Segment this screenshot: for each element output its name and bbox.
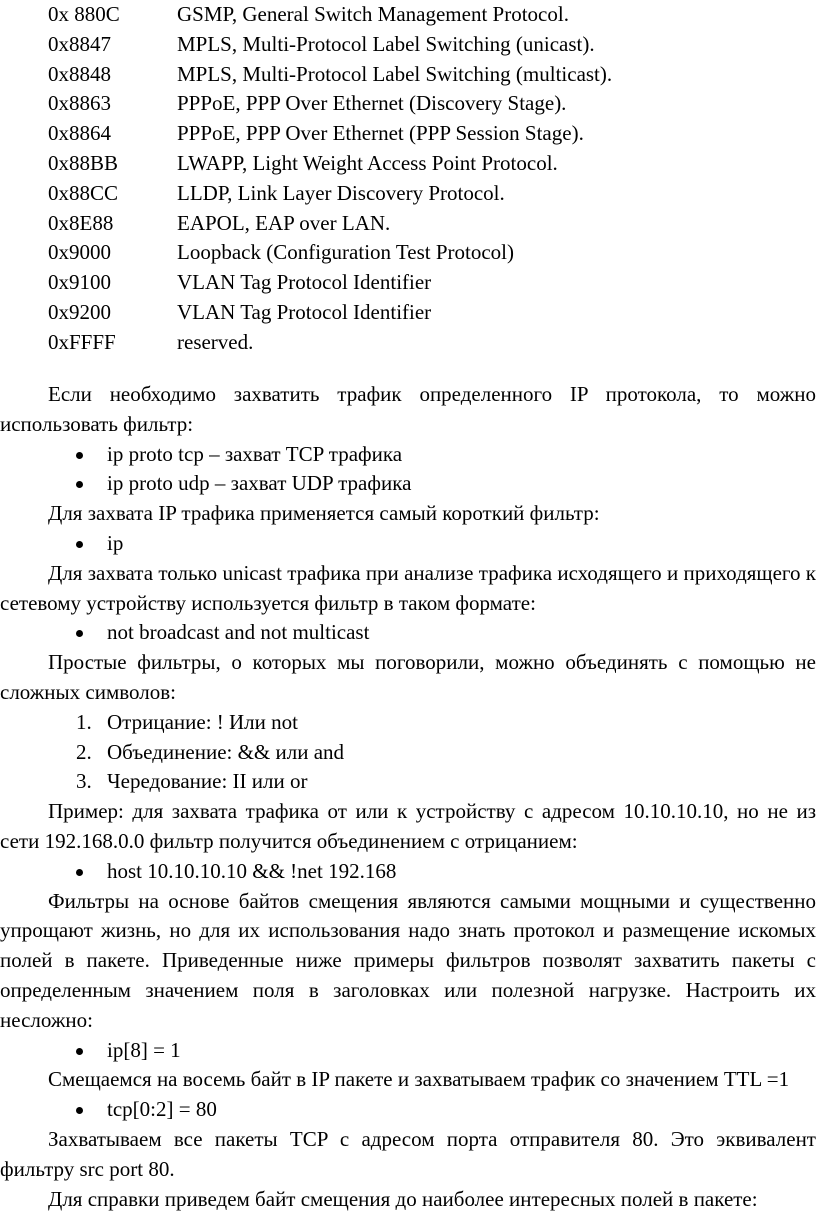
ethertype-desc: PPPoE, PPP Over Ethernet (Discovery Stage). — [177, 91, 567, 116]
paragraph: Для захвата IP трафика применяется самый короткий фильтр: — [48, 501, 600, 526]
bullet-item — [0, 469, 816, 499]
paragraph: Захватываем все пакеты TCP с адресом порта отправителя 80. Это эквивалент фильтру src port 80. — [0, 1126, 816, 1181]
numbered-item — [0, 738, 816, 768]
ethertype-desc: reserved. — [177, 329, 254, 354]
ethertype-code: 0x8864 — [48, 121, 111, 146]
ethertype-row — [0, 119, 816, 149]
numbered-item — [0, 708, 816, 738]
bullet-item — [0, 440, 816, 470]
ethertype-row — [0, 268, 816, 298]
ethertype-desc: EAPOL, EAP over LAN. — [177, 210, 391, 235]
ethertype-code: 0x8863 — [48, 91, 111, 116]
bullet-item — [0, 857, 816, 887]
bullet-item — [0, 529, 816, 559]
ethertype-table — [0, 0, 816, 358]
bullet-list — [0, 440, 816, 500]
ethertype-row — [0, 60, 816, 90]
ethertype-code: 0x 880C — [48, 2, 120, 26]
numbered-list — [0, 708, 816, 797]
bullet-text: ip — [107, 530, 124, 555]
ethertype-desc: PPPoE, PPP Over Ethernet (PPP Session Stage). — [177, 121, 584, 146]
bullet-list — [0, 618, 816, 648]
item-text: Чередование: II или or — [107, 769, 308, 794]
item-text: Объединение: && или and — [107, 739, 345, 764]
ethertype-code: 0x9000 — [48, 240, 111, 265]
bullet-icon — [76, 541, 83, 548]
paragraph: Смещаемся на восемь байт в IP пакете и захватываем трафик со значением TTL =1 — [48, 1067, 790, 1092]
ethertype-row — [0, 179, 816, 209]
ethertype-code: 0xFFFF — [48, 329, 116, 354]
ethertype-code: 0x9200 — [48, 299, 111, 324]
bullet-text: tcp[0:2] = 80 — [107, 1097, 217, 1122]
bullet-text: not broadcast and not multicast — [107, 620, 370, 645]
bullet-list — [0, 1095, 816, 1125]
bullet-item — [0, 1036, 816, 1066]
paragraph: Простые фильтры, о которых мы поговорили, можно объединять с помощью не сложных символов: — [0, 650, 816, 704]
bullet-list — [0, 857, 816, 887]
document-body — [0, 380, 816, 1214]
ethertype-code: 0x8848 — [48, 61, 111, 86]
bullet-item — [0, 1095, 816, 1125]
ethertype-desc: LWAPP, Light Weight Access Point Protocol. — [177, 150, 558, 175]
bullet-icon — [76, 1107, 83, 1114]
bullet-icon — [76, 869, 83, 876]
ethertype-desc: Loopback (Configuration Test Protocol) — [177, 240, 514, 265]
paragraph: Фильтры на основе байтов смещения являются самыми мощными и существенно упрощают жизнь, но для их использования надо знать протокол и размещение искомых полей в пакете. Приведенные ниже примеры фильтров позволят захватить пакеты с определенным значением поля в заголовках или полезной нагрузке. Настроить их несложно: — [0, 888, 816, 1032]
bullet-list — [0, 529, 816, 559]
ethertype-desc: LLDP, Link Layer Discovery Protocol. — [177, 180, 505, 205]
item-number: 2. — [76, 739, 92, 764]
paragraph: Для захвата только unicast трафика при анализе трафика исходящего и приходящего к сетевому устройству используется фильтр в таком формате: — [0, 560, 816, 615]
bullet-icon — [76, 630, 83, 637]
ethertype-desc: VLAN Tag Protocol Identifier — [177, 270, 432, 295]
ethertype-code: 0x88CC — [48, 180, 119, 205]
bullet-icon — [76, 1048, 83, 1055]
ethertype-desc: GSMP, General Switch Management Protocol. — [177, 2, 569, 26]
ethertype-row — [0, 0, 816, 30]
ethertype-row — [0, 238, 816, 268]
paragraph: Если необходимо захватить трафик определенного IP протокола, то можно использовать фильтр: — [0, 382, 816, 436]
bullet-icon — [76, 481, 83, 488]
ethertype-row — [0, 298, 816, 328]
ethertype-row — [0, 328, 816, 358]
ethertype-code: 0x9100 — [48, 270, 111, 295]
ethertype-row — [0, 209, 816, 239]
ethertype-desc: MPLS, Multi-Protocol Label Switching (unicast). — [177, 31, 595, 56]
ethertype-code: 0x88BB — [48, 150, 119, 175]
paragraph: Для справки приведем байт смещения до наиболее интересных полей в пакете: — [48, 1186, 758, 1211]
bullet-text: ip proto tcp – захват TCP трафика — [107, 441, 403, 466]
item-number: 3. — [76, 769, 92, 794]
numbered-item — [0, 767, 816, 797]
ethertype-desc: VLAN Tag Protocol Identifier — [177, 299, 432, 324]
bullet-text: ip proto udp – захват UDP трафика — [107, 471, 412, 496]
bullet-list — [0, 1036, 816, 1066]
bullet-text: ip[8] = 1 — [107, 1037, 181, 1062]
ethertype-code: 0x8E88 — [48, 210, 114, 235]
bullet-item — [0, 618, 816, 648]
ethertype-row — [0, 149, 816, 179]
item-number: 1. — [76, 709, 92, 734]
bullet-icon — [76, 452, 83, 459]
ethertype-row — [0, 89, 816, 119]
ethertype-row — [0, 30, 816, 60]
item-text: Отрицание: ! Или not — [107, 709, 298, 734]
bullet-text: host 10.10.10.10 && !net 192.168 — [107, 858, 397, 883]
ethertype-desc: MPLS, Multi-Protocol Label Switching (multicast). — [177, 61, 613, 86]
paragraph: Пример: для захвата трафика от или к устройству с адресом 10.10.10.10, но не из сети 192.168.0.0 фильтр получится объединением с отрицанием: — [0, 799, 816, 853]
ethertype-code: 0x8847 — [48, 31, 111, 56]
